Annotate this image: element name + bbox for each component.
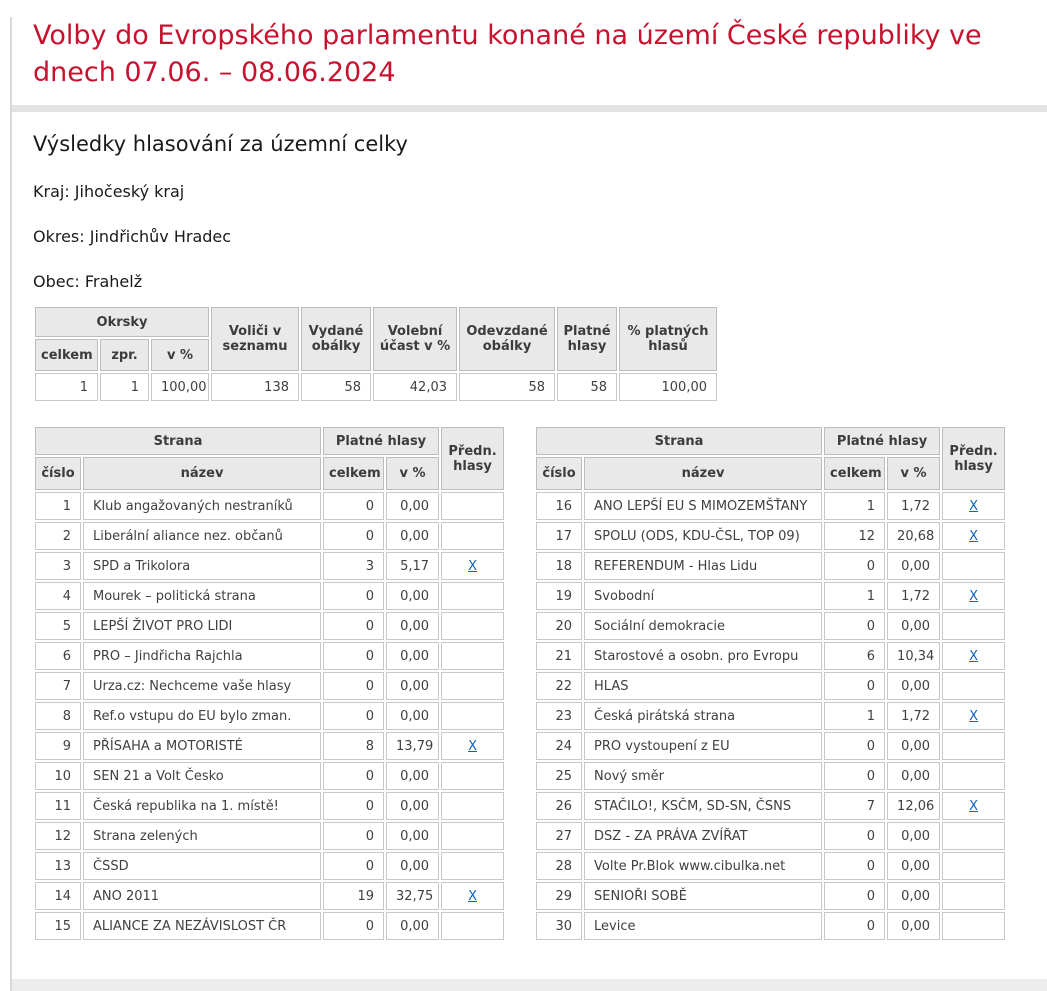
party-row — [536, 882, 1005, 910]
party-percent-cell: 10,34 — [887, 642, 940, 670]
header-nazev: název — [83, 457, 321, 490]
preferential-votes-link[interactable]: X — [969, 798, 979, 814]
party-name-cell: PŘÍSAHA a MOTORISTÉ — [83, 732, 321, 760]
party-row — [35, 612, 504, 640]
party-percent-cell: 0,00 — [386, 492, 439, 520]
section-title: Výsledky hlasování za územní celky — [33, 132, 408, 156]
header-cislo: číslo — [536, 457, 582, 490]
party-pref-votes-cell — [942, 582, 1005, 610]
party-pref-votes-cell — [942, 822, 1005, 850]
party-percent-cell: 0,00 — [386, 852, 439, 880]
party-total-votes-cell: 3 — [323, 552, 384, 580]
party-pref-votes-cell — [441, 522, 504, 550]
party-name-cell: ALIANCE ZA NEZÁVISLOST ČR — [83, 912, 321, 940]
turnout-summary-table — [33, 305, 719, 403]
party-row — [536, 522, 1005, 550]
party-pref-votes-cell — [942, 492, 1005, 520]
turnout-summary-row — [35, 373, 717, 401]
party-pref-votes-cell — [441, 672, 504, 700]
party-number-cell: 5 — [35, 612, 81, 640]
preferential-votes-link[interactable]: X — [969, 708, 979, 724]
party-total-votes-cell: 0 — [323, 792, 384, 820]
party-percent-cell: 1,72 — [887, 492, 940, 520]
party-name-cell: PRO – Jindřicha Rajchla — [83, 642, 321, 670]
value-okrsky-zpr: 1 — [100, 373, 149, 401]
party-row — [536, 762, 1005, 790]
party-percent-cell: 12,06 — [887, 792, 940, 820]
header-platne-hlasy: Platné hlasy — [557, 307, 617, 371]
party-percent-cell: 0,00 — [887, 882, 940, 910]
party-total-votes-cell: 8 — [323, 732, 384, 760]
party-row — [35, 642, 504, 670]
party-name-cell: Strana zelených — [83, 822, 321, 850]
page-left-border — [10, 17, 12, 991]
party-total-votes-cell: 1 — [824, 702, 885, 730]
party-number-cell: 1 — [35, 492, 81, 520]
party-row — [536, 672, 1005, 700]
party-total-votes-cell: 0 — [824, 612, 885, 640]
party-name-cell: LEPŠÍ ŽIVOT PRO LIDI — [83, 612, 321, 640]
party-number-cell: 24 — [536, 732, 582, 760]
party-percent-cell: 0,00 — [887, 672, 940, 700]
value-odevzdane-obalky: 58 — [459, 373, 555, 401]
party-percent-cell: 0,00 — [887, 822, 940, 850]
preferential-votes-link[interactable]: X — [969, 648, 979, 664]
party-results-table-left — [33, 425, 506, 942]
value-okrsky-v-pct: 100,00 — [151, 373, 209, 401]
party-number-cell: 28 — [536, 852, 582, 880]
party-number-cell: 15 — [35, 912, 81, 940]
municipality-line: Obec: Frahelž — [33, 272, 143, 291]
header-vydane-obalky: Vydané obálky — [301, 307, 371, 371]
party-number-cell: 4 — [35, 582, 81, 610]
party-name-cell: Nový směr — [584, 762, 822, 790]
party-pref-votes-cell — [942, 762, 1005, 790]
header-okrsky: Okrsky — [35, 307, 209, 337]
value-volici-v-seznamu: 138 — [211, 373, 299, 401]
party-row — [35, 882, 504, 910]
party-row — [35, 582, 504, 610]
party-name-cell: PRO vystoupení z EU — [584, 732, 822, 760]
party-pref-votes-cell — [942, 702, 1005, 730]
header-v-pct: v % — [386, 457, 439, 490]
header-volebni-ucast: Volební účast v % — [373, 307, 457, 371]
preferential-votes-link[interactable]: X — [969, 528, 979, 544]
party-percent-cell: 0,00 — [386, 762, 439, 790]
party-percent-cell: 0,00 — [887, 552, 940, 580]
party-total-votes-cell: 0 — [323, 762, 384, 790]
header-okrsky-celkem: celkem — [35, 339, 98, 371]
party-name-cell: SEN 21 a Volt Česko — [83, 762, 321, 790]
party-name-cell: Mourek – politická strana — [83, 582, 321, 610]
header-pct-platnych-hlasu: % platných hlasů — [619, 307, 717, 371]
party-total-votes-cell: 0 — [323, 642, 384, 670]
value-volebni-ucast: 42,03 — [373, 373, 457, 401]
party-number-cell: 2 — [35, 522, 81, 550]
party-total-votes-cell: 0 — [824, 762, 885, 790]
party-total-votes-cell: 0 — [824, 672, 885, 700]
party-number-cell: 27 — [536, 822, 582, 850]
header-v-pct: v % — [887, 457, 940, 490]
party-total-votes-cell: 0 — [323, 702, 384, 730]
party-total-votes-cell: 0 — [323, 852, 384, 880]
party-name-cell: HLAS — [584, 672, 822, 700]
party-pref-votes-cell — [942, 642, 1005, 670]
party-percent-cell: 1,72 — [887, 702, 940, 730]
party-percent-cell: 0,00 — [386, 612, 439, 640]
party-name-cell: Česká republika na 1. místě! — [83, 792, 321, 820]
party-number-cell: 6 — [35, 642, 81, 670]
party-pref-votes-cell — [441, 792, 504, 820]
party-pref-votes-cell — [942, 612, 1005, 640]
party-percent-cell: 0,00 — [386, 792, 439, 820]
party-total-votes-cell: 1 — [824, 582, 885, 610]
party-number-cell: 12 — [35, 822, 81, 850]
party-pref-votes-cell — [441, 912, 504, 940]
party-pref-votes-cell — [441, 492, 504, 520]
party-row — [35, 852, 504, 880]
party-number-cell: 3 — [35, 552, 81, 580]
party-percent-cell: 32,75 — [386, 882, 439, 910]
header-strana: Strana — [35, 427, 321, 455]
party-total-votes-cell: 0 — [824, 552, 885, 580]
header-celkem: celkem — [323, 457, 384, 490]
party-pref-votes-cell — [942, 792, 1005, 820]
party-total-votes-cell: 0 — [824, 852, 885, 880]
party-row — [35, 702, 504, 730]
preferential-votes-link[interactable]: X — [468, 888, 477, 904]
party-total-votes-cell: 0 — [323, 582, 384, 610]
party-percent-cell: 0,00 — [887, 852, 940, 880]
party-name-cell: Klub angažovaných nestraníků — [83, 492, 321, 520]
party-row — [536, 642, 1005, 670]
party-row — [35, 912, 504, 940]
party-row — [536, 912, 1005, 940]
party-pref-votes-cell — [441, 582, 504, 610]
party-name-cell: Sociální demokracie — [584, 612, 822, 640]
party-name-cell: Starostové a osobn. pro Evropu — [584, 642, 822, 670]
party-total-votes-cell: 0 — [824, 882, 885, 910]
party-row — [536, 852, 1005, 880]
party-row — [536, 582, 1005, 610]
preferential-votes-link[interactable]: X — [468, 738, 477, 754]
party-pref-votes-cell — [441, 822, 504, 850]
party-row — [35, 552, 504, 580]
header-okrsky-v-pct: v % — [151, 339, 209, 371]
party-pref-votes-cell — [441, 852, 504, 880]
party-pref-votes-cell — [942, 882, 1005, 910]
party-pref-votes-cell — [942, 732, 1005, 760]
region-line: Kraj: Jihočeský kraj — [33, 182, 185, 201]
party-pref-votes-cell — [942, 852, 1005, 880]
district-line: Okres: Jindřichův Hradec — [33, 227, 232, 246]
party-total-votes-cell: 0 — [824, 822, 885, 850]
value-okrsky-celkem: 1 — [35, 373, 98, 401]
party-name-cell: Levice — [584, 912, 822, 940]
preferential-votes-link[interactable]: X — [468, 558, 477, 574]
party-number-cell: 14 — [35, 882, 81, 910]
party-name-cell: SENIOŘI SOBĚ — [584, 882, 822, 910]
party-total-votes-cell: 0 — [323, 912, 384, 940]
party-percent-cell: 0,00 — [386, 822, 439, 850]
party-total-votes-cell: 0 — [323, 672, 384, 700]
party-row — [35, 792, 504, 820]
header-odevzdane-obalky: Odevzdané obálky — [459, 307, 555, 371]
party-name-cell: SPOLU (ODS, KDU-ČSL, TOP 09) — [584, 522, 822, 550]
party-name-cell: DSZ - ZA PRÁVA ZVÍŘAT — [584, 822, 822, 850]
party-percent-cell: 13,79 — [386, 732, 439, 760]
party-row — [536, 612, 1005, 640]
header-predn-hlasy: Předn. hlasy — [942, 427, 1005, 490]
party-row — [35, 732, 504, 760]
party-row — [35, 672, 504, 700]
party-name-cell: Svobodní — [584, 582, 822, 610]
party-name-cell: Liberální aliance nez. občanů — [83, 522, 321, 550]
party-pref-votes-cell — [942, 522, 1005, 550]
party-total-votes-cell: 19 — [323, 882, 384, 910]
party-row — [536, 792, 1005, 820]
party-number-cell: 26 — [536, 792, 582, 820]
party-pref-votes-cell — [942, 912, 1005, 940]
party-name-cell: STAČILO!, KSČM, SD-SN, ČSNS — [584, 792, 822, 820]
party-row — [35, 762, 504, 790]
party-pref-votes-cell — [441, 732, 504, 760]
party-number-cell: 20 — [536, 612, 582, 640]
party-name-cell: SPD a Trikolora — [83, 552, 321, 580]
value-vydane-obalky: 58 — [301, 373, 371, 401]
party-number-cell: 9 — [35, 732, 81, 760]
party-percent-cell: 0,00 — [887, 612, 940, 640]
party-pref-votes-cell — [942, 672, 1005, 700]
party-percent-cell: 0,00 — [386, 582, 439, 610]
party-name-cell: Urza.cz: Nechceme vaše hlasy — [83, 672, 321, 700]
header-strana: Strana — [536, 427, 822, 455]
party-row — [35, 822, 504, 850]
party-row — [536, 702, 1005, 730]
header-predn-hlasy: Předn. hlasy — [441, 427, 504, 490]
party-total-votes-cell: 12 — [824, 522, 885, 550]
header-volici-v-seznamu: Voliči v seznamu — [211, 307, 299, 371]
party-number-cell: 10 — [35, 762, 81, 790]
header-nazev: název — [584, 457, 822, 490]
party-number-cell: 11 — [35, 792, 81, 820]
party-total-votes-cell: 0 — [323, 492, 384, 520]
party-total-votes-cell: 0 — [323, 612, 384, 640]
party-row — [35, 492, 504, 520]
party-pref-votes-cell — [441, 702, 504, 730]
party-pref-votes-cell — [441, 882, 504, 910]
header-okrsky-zpr: zpr. — [100, 339, 149, 371]
party-number-cell: 8 — [35, 702, 81, 730]
party-percent-cell: 20,68 — [887, 522, 940, 550]
party-number-cell: 25 — [536, 762, 582, 790]
party-pref-votes-cell — [942, 552, 1005, 580]
party-percent-cell: 0,00 — [887, 762, 940, 790]
title-divider — [10, 105, 1047, 112]
party-number-cell: 29 — [536, 882, 582, 910]
party-row — [35, 522, 504, 550]
party-number-cell: 7 — [35, 672, 81, 700]
party-row — [536, 732, 1005, 760]
party-name-cell: Česká pirátská strana — [584, 702, 822, 730]
header-platne-hlasy-group: Platné hlasy — [323, 427, 439, 455]
footer-strip — [12, 979, 1047, 991]
party-row — [536, 822, 1005, 850]
party-row — [536, 492, 1005, 520]
value-platne-hlasy: 58 — [557, 373, 617, 401]
party-percent-cell: 0,00 — [887, 912, 940, 940]
party-total-votes-cell: 0 — [323, 522, 384, 550]
party-number-cell: 13 — [35, 852, 81, 880]
preferential-votes-link[interactable]: X — [969, 588, 979, 604]
party-percent-cell: 0,00 — [386, 912, 439, 940]
party-total-votes-cell: 6 — [824, 642, 885, 670]
header-platne-hlasy-group: Platné hlasy — [824, 427, 940, 455]
party-total-votes-cell: 0 — [824, 732, 885, 760]
header-cislo: číslo — [35, 457, 81, 490]
party-percent-cell: 0,00 — [887, 732, 940, 760]
party-name-cell: Volte Pr.Blok www.cibulka.net — [584, 852, 822, 880]
party-percent-cell: 0,00 — [386, 642, 439, 670]
page-title: Volby do Evropského parlamentu konané na území České republiky ve dnech 07.06. – 08.06.2024 — [33, 20, 982, 88]
party-number-cell: 19 — [536, 582, 582, 610]
party-number-cell: 23 — [536, 702, 582, 730]
party-name-cell: ANO LEPŠÍ EU S MIMOZEMŠŤANY — [584, 492, 822, 520]
party-name-cell: ANO 2011 — [83, 882, 321, 910]
party-pref-votes-cell — [441, 642, 504, 670]
party-name-cell: Ref.o vstupu do EU bylo zman. — [83, 702, 321, 730]
party-total-votes-cell: 0 — [323, 822, 384, 850]
party-percent-cell: 0,00 — [386, 672, 439, 700]
header-celkem: celkem — [824, 457, 885, 490]
value-pct-platnych-hlasu: 100,00 — [619, 373, 717, 401]
party-name-cell: REFERENDUM - Hlas Lidu — [584, 552, 822, 580]
party-percent-cell: 0,00 — [386, 522, 439, 550]
party-percent-cell: 5,17 — [386, 552, 439, 580]
party-pref-votes-cell — [441, 612, 504, 640]
party-results-table-right — [534, 425, 1007, 942]
preferential-votes-link[interactable]: X — [969, 498, 979, 514]
party-percent-cell: 0,00 — [386, 702, 439, 730]
party-pref-votes-cell — [441, 762, 504, 790]
party-total-votes-cell: 0 — [824, 912, 885, 940]
party-number-cell: 30 — [536, 912, 582, 940]
party-number-cell: 21 — [536, 642, 582, 670]
party-row — [536, 552, 1005, 580]
party-name-cell: ČSSD — [83, 852, 321, 880]
party-pref-votes-cell — [441, 552, 504, 580]
party-number-cell: 22 — [536, 672, 582, 700]
party-total-votes-cell: 7 — [824, 792, 885, 820]
party-percent-cell: 1,72 — [887, 582, 940, 610]
party-number-cell: 17 — [536, 522, 582, 550]
party-number-cell: 18 — [536, 552, 582, 580]
party-number-cell: 16 — [536, 492, 582, 520]
party-total-votes-cell: 1 — [824, 492, 885, 520]
